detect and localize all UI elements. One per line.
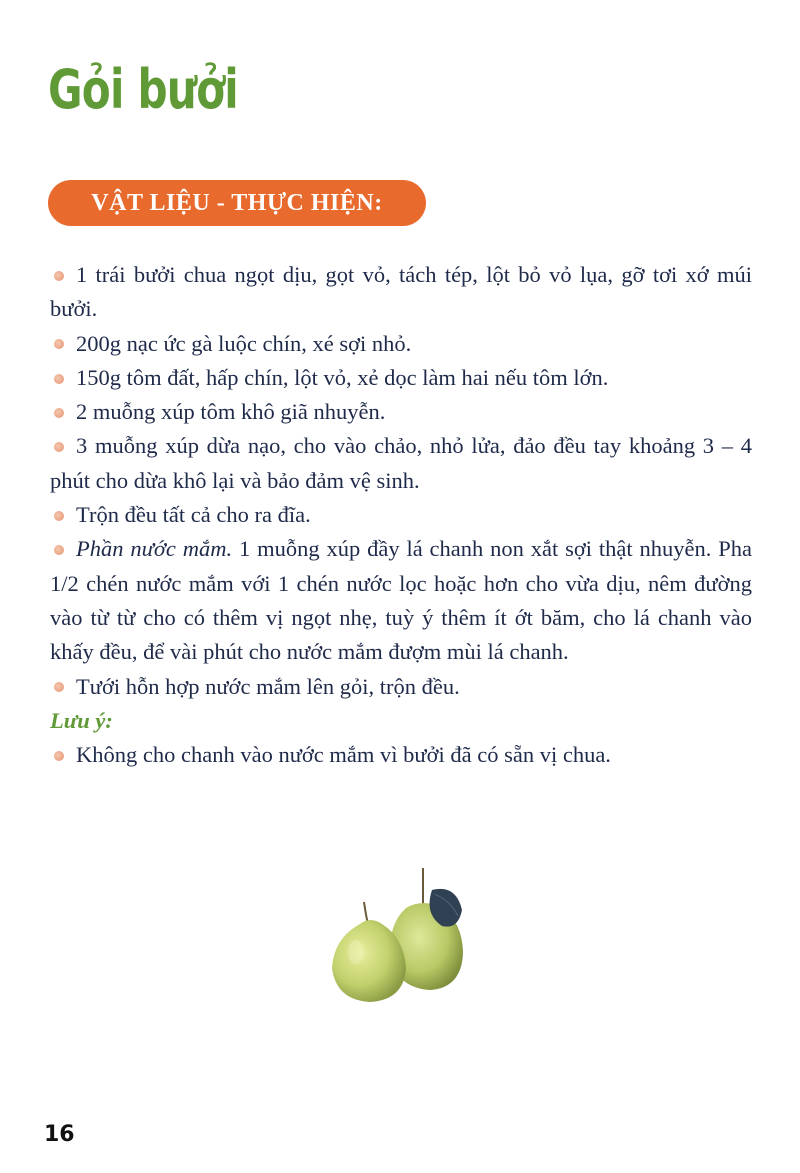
ingredient-text: 2 muỗng xúp tôm khô giã nhuyễn. xyxy=(76,399,386,425)
page-title: Gỏi bưởi xyxy=(48,58,238,121)
instruction-item xyxy=(50,498,752,532)
bullet-icon xyxy=(54,442,64,452)
bullet-icon xyxy=(54,511,64,521)
instruction-item xyxy=(50,670,752,704)
ingredient-text: 150g tôm đất, hấp chín, lột vỏ, xẻ dọc làm hai nếu tôm lớn. xyxy=(76,364,609,390)
pomelo-front-icon xyxy=(332,902,406,1002)
note-text: Không cho chanh vào nước mắm vì bưởi đã có sẵn vị chua. xyxy=(76,742,611,768)
page-number: 16 xyxy=(44,1122,75,1147)
sauce-heading: Phần nước mắm. xyxy=(76,536,233,562)
ingredient-text: 1 trái bưởi chua ngọt dịu, gọt vỏ, tách tép, lột bỏ vỏ lụa, gỡ tơi xớ múi bưởi. xyxy=(50,262,752,322)
pomelo-illustration xyxy=(320,860,480,1010)
sauce-text: 1 muỗng xúp đầy lá chanh non xắt sợi thật nhuyễn. Pha 1/2 chén nước mắm với 1 chén nước lọc hoặc hơn cho vừa dịu, nêm đường vào từ từ cho có thêm vị ngọt nhẹ, tuỳ ý thêm ít ớt băm, cho lá chanh vào khấy đều, để vài phút cho nước mắm đượm mùi lá chanh. xyxy=(50,536,752,665)
bullet-icon xyxy=(54,545,64,555)
note-heading-line xyxy=(50,704,752,738)
bullet-icon xyxy=(54,271,64,281)
ingredient-text: 200g nạc ức gà luộc chín, xé sợi nhỏ. xyxy=(76,330,412,356)
ingredient-item xyxy=(50,395,752,429)
ingredient-item xyxy=(50,429,752,498)
section-label-badge: VẬT LIỆU - THỰC HIỆN: xyxy=(48,180,426,226)
bullet-icon xyxy=(54,339,64,349)
note-item xyxy=(50,738,752,772)
note-label: Lưu ý: xyxy=(50,707,113,733)
ingredient-item xyxy=(50,258,752,327)
bullet-icon xyxy=(54,682,64,692)
instruction-text: Trộn đều tất cả cho ra đĩa. xyxy=(76,502,311,528)
ingredient-text: 3 muỗng xúp dừa nạo, cho vào chảo, nhỏ lửa, đảo đều tay khoảng 3 – 4 phút cho dừa khô lại và bảo đảm vệ sinh. xyxy=(50,433,752,493)
bullet-icon xyxy=(54,751,64,761)
bullet-icon xyxy=(54,408,64,418)
instruction-text: Tưới hỗn hợp nước mắm lên gỏi, trộn đều. xyxy=(76,673,460,699)
recipe-body xyxy=(50,258,752,772)
ingredient-item xyxy=(50,361,752,395)
bullet-icon xyxy=(54,374,64,384)
sauce-instruction-item xyxy=(50,532,752,669)
ingredient-item xyxy=(50,327,752,361)
